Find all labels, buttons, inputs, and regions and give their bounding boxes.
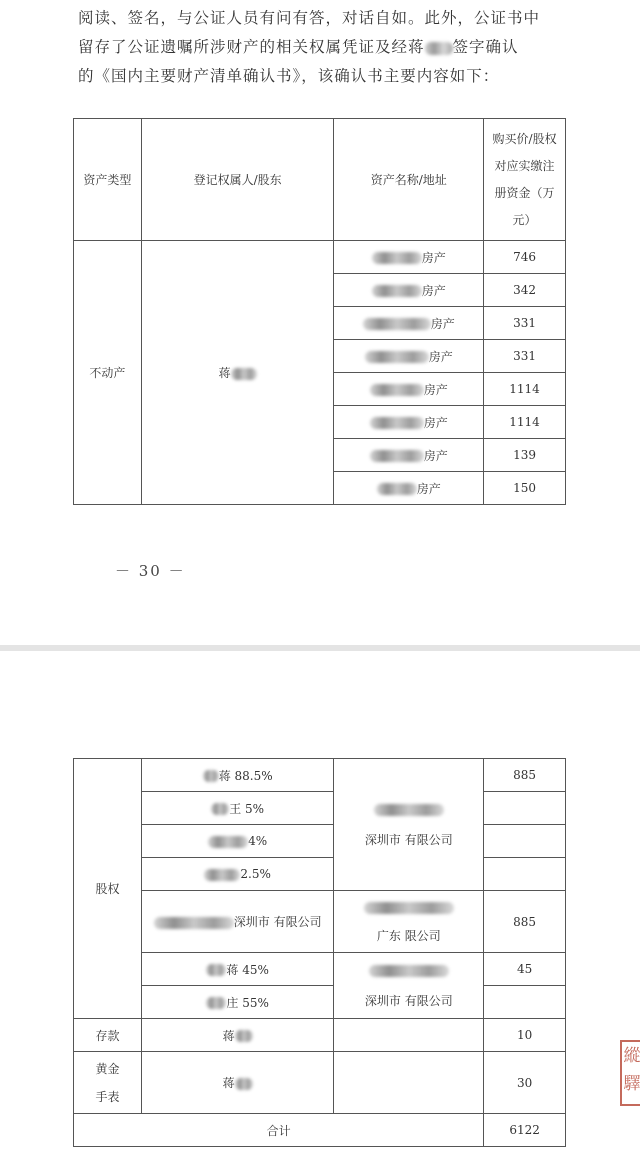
shareholder-cell: 2.5%: [141, 858, 334, 891]
redacted-name: [208, 836, 248, 848]
equity-value-cell: 45: [484, 953, 566, 986]
asset-value-cell: 746: [484, 241, 566, 274]
redacted-name: [206, 964, 226, 976]
redacted-company: [154, 917, 234, 929]
gold-owner-cell: 蒋: [141, 1052, 334, 1114]
asset-table-equity: [73, 758, 566, 1147]
redacted-address: [363, 318, 431, 330]
table-row: [74, 858, 566, 891]
asset-name-cell: 房产: [334, 307, 484, 340]
seal-stamp: 縱驛: [620, 1040, 640, 1106]
redacted-address: [365, 351, 429, 363]
table-row: [74, 792, 566, 825]
owner-cell: 蒋: [141, 241, 334, 505]
table-row-total: [74, 1114, 566, 1147]
redacted-name: [425, 42, 453, 55]
header-owner: 登记权属人/股东: [141, 119, 334, 241]
shareholder-cell: 蒋 45%: [141, 953, 334, 986]
shareholder-company-cell: 深圳市 有限公司: [141, 891, 334, 953]
asset-name-cell: 房产: [334, 340, 484, 373]
asset-value-cell: 150: [484, 472, 566, 505]
company-c-cell: 深圳市 有限公司: [334, 953, 484, 1019]
asset-name-cell: 房产: [334, 406, 484, 439]
asset-value-cell: 1114: [484, 406, 566, 439]
asset-table-real-estate: [73, 118, 566, 505]
equity-value-cell: 885: [484, 759, 566, 792]
equity-label-cell: 股权: [74, 759, 142, 1019]
intro-paragraph: [78, 4, 578, 91]
gold-name-cell: [334, 1052, 484, 1114]
redacted-address: [377, 483, 417, 495]
total-label-cell: 合计: [74, 1114, 484, 1147]
equity-value-cell: [484, 986, 566, 1019]
intro-line-2: 留存了公证遗嘱所涉财产的相关权属凭证及经蒋 签字确认: [78, 38, 519, 56]
asset-value-cell: 1114: [484, 373, 566, 406]
header-asset-name: 资产名称/地址: [334, 119, 484, 241]
shareholder-cell: 4%: [141, 825, 334, 858]
asset-name-cell: 房产: [334, 439, 484, 472]
deposit-label-cell: 存款: [74, 1019, 142, 1052]
table-row: [74, 1052, 566, 1114]
deposit-owner-cell: 蒋: [141, 1019, 334, 1052]
table-row: [74, 953, 566, 986]
redacted-name: [211, 803, 229, 815]
table-row: [74, 241, 566, 274]
redacted-name: [203, 770, 219, 782]
deposit-name-cell: [334, 1019, 484, 1052]
redacted-address: [370, 384, 424, 396]
gold-label-cell: 黄金手表: [74, 1052, 142, 1114]
asset-value-cell: 139: [484, 439, 566, 472]
deposit-value-cell: 10: [484, 1019, 566, 1052]
redacted-name: [235, 1078, 253, 1090]
redacted-company: [364, 902, 454, 914]
header-asset-type: 资产类型: [74, 119, 142, 241]
equity-value-cell: 885: [484, 891, 566, 953]
category-cell: 不动产: [74, 241, 142, 505]
total-value-cell: 6122: [484, 1114, 566, 1147]
asset-value-cell: 331: [484, 340, 566, 373]
table-row: [74, 891, 566, 953]
redacted-company: [369, 965, 449, 977]
redacted-name: [204, 869, 240, 881]
redacted-name: [231, 368, 257, 380]
table-row: [74, 1019, 566, 1052]
asset-name-cell: 房产: [334, 373, 484, 406]
company-a-cell: 深圳市 有限公司: [334, 759, 484, 891]
redacted-address: [370, 417, 424, 429]
redacted-name: [206, 997, 226, 1009]
table-row: [74, 986, 566, 1019]
gold-value-cell: 30: [484, 1052, 566, 1114]
equity-value-cell: [484, 825, 566, 858]
header-value: 购买价/股权对应实缴注册资金（万元）: [484, 119, 566, 241]
redacted-company: [374, 804, 444, 816]
asset-name-cell: 房产: [334, 241, 484, 274]
page-number: － 30 －: [115, 562, 186, 580]
shareholder-cell: 王 5%: [141, 792, 334, 825]
company-b-cell: 广东 限公司: [334, 891, 484, 953]
asset-value-cell: 342: [484, 274, 566, 307]
redacted-address: [370, 450, 424, 462]
table-header-row: [74, 119, 566, 241]
redacted-name: [235, 1030, 253, 1042]
equity-value-cell: [484, 858, 566, 891]
shareholder-cell: 庄 55%: [141, 986, 334, 1019]
table-row: [74, 825, 566, 858]
asset-name-cell: 房产: [334, 274, 484, 307]
redacted-address: [372, 252, 422, 264]
redacted-address: [372, 285, 422, 297]
table-row: [74, 759, 566, 792]
intro-line-3: 的《国内主要财产清单确认书》，该确认书主要内容如下：: [78, 67, 500, 85]
shareholder-cell: 蒋 88.5%: [141, 759, 334, 792]
asset-name-cell: 房产: [334, 472, 484, 505]
intro-line-1: 阅读、签名，与公证人员有问有答，对话自如。此外，公证书中: [78, 9, 541, 27]
equity-value-cell: [484, 792, 566, 825]
asset-value-cell: 331: [484, 307, 566, 340]
